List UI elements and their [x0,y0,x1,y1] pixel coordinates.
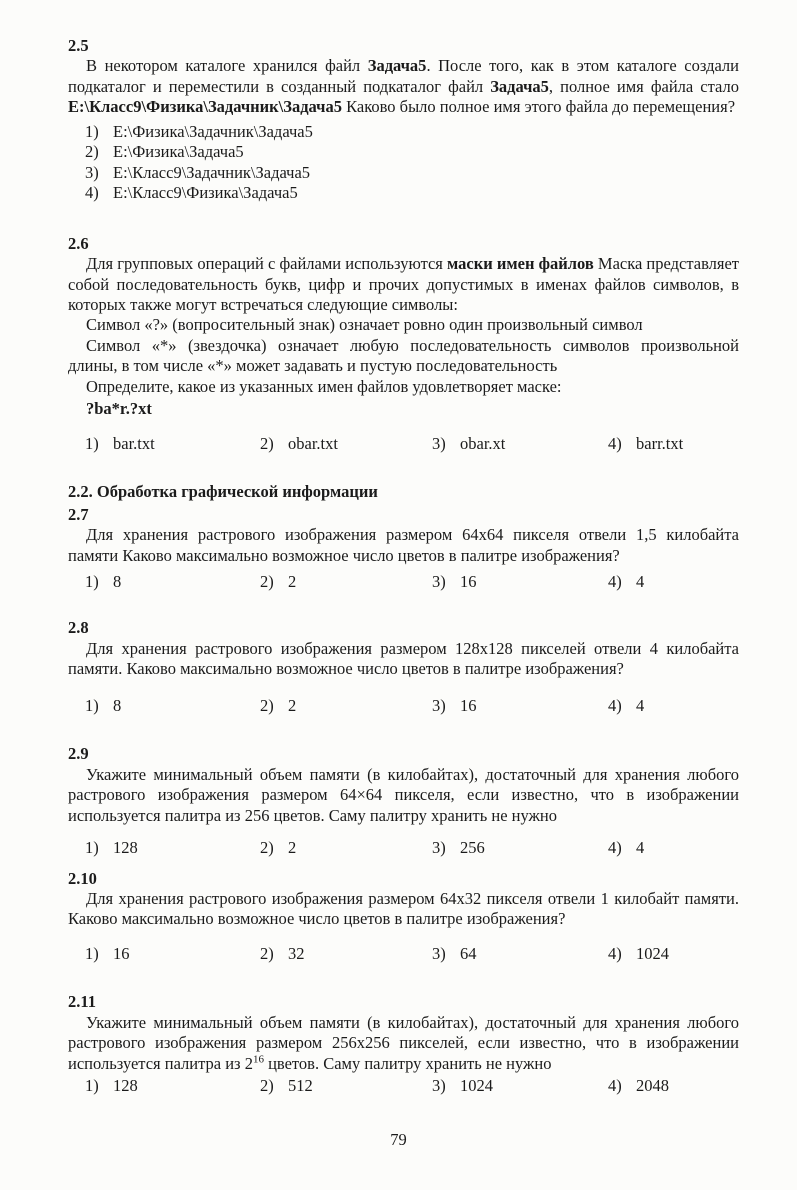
option-item [85,142,739,162]
option-value: 2 [288,695,297,715]
option-value: E:\Физика\Задача5 [113,142,244,162]
option-number: 2) [260,433,274,453]
text-run: Маска представляет собой последовательность букв, цифр и прочих допустимых в именах файлов символов, в которых также могут встречаться следующие символы: [68,254,739,314]
option-item [85,122,739,142]
option-number: 1) [85,433,99,453]
option-value: 4 [636,571,645,591]
option-item [260,434,432,454]
option-item [432,838,608,858]
option-item [85,944,260,964]
option-value: E:\Класс9\Физика\Задача5 [113,183,298,203]
problem-2-8-options [68,696,739,716]
option-value: 16 [113,943,130,963]
option-item [608,572,739,592]
option-number: 3) [85,162,99,182]
text-run: В некотором каталоге хранился файл [86,56,368,76]
problem-2-9-options [68,838,739,858]
option-number: 4) [608,571,622,591]
problem-2-6-number: 2.6 [68,233,89,253]
option-value: 32 [288,943,305,963]
option-value: obar.xt [460,433,506,453]
section-heading: 2.2. Обработка графической информации [68,482,378,502]
option-item [608,434,739,454]
option-number: 2) [260,838,274,858]
bold-run: маски имен файлов [447,254,594,274]
option-number: 1) [85,838,99,858]
option-item [608,1076,739,1096]
option-value: 16 [460,571,477,591]
problem-2-6-rule-question-mark: Символ «?» (вопросительный знак) означает ровно один произвольный символ [86,315,643,335]
problem-2-11-text [68,1013,739,1074]
option-number: 2) [85,142,99,162]
option-number: 1) [85,121,99,141]
text-run: цветов. Саму палитру хранить не нужно [263,1053,552,1073]
option-number: 4) [608,943,622,963]
option-value: E:\Физика\Задачник\Задача5 [113,121,313,141]
option-value: 256 [460,838,485,858]
text-run: Для групповых операций с файлами используются [86,254,448,274]
problem-2-11-number: 2.11 [68,992,96,1012]
problem-2-6-mask: ?ba*r.?xt [86,399,152,419]
option-item [608,944,739,964]
option-item [85,838,260,858]
option-value: 128 [113,838,138,858]
option-number: 4) [85,183,99,203]
option-value: E:\Класс9\Задачник\Задача5 [113,162,311,182]
option-item [432,572,608,592]
option-number: 4) [608,838,622,858]
option-value: 512 [288,1076,313,1096]
option-number: 2) [260,571,274,591]
option-number: 1) [85,1076,99,1096]
problem-2-5-number: 2.5 [68,36,89,55]
option-value: obar.txt [288,433,338,453]
option-number: 4) [608,695,622,715]
text-run: Каково было полное имя этого файла до перемещения? [341,97,736,117]
page-number: 79 [390,1129,407,1149]
problem-2-8-text: Для хранения растрового изображения размером 128x128 пикселей отвели 4 килобайта памяти. Каково максимально возможное число цветов в палитре изображения? [68,638,739,679]
bold-run: E:\Класс9\Физика\Задачник\Задача5 [68,97,342,117]
option-item [260,944,432,964]
problem-2-8-number: 2.8 [68,618,89,638]
problem-2-7-text: Для хранения растрового изображения размером 64x64 пикселя отвели 1,5 килобайта памяти Каково максимально возможное число цветов в палитре изображения? [68,525,739,565]
option-item [432,1076,608,1096]
bold-run: Задача5 [490,76,549,96]
option-item [85,696,260,716]
option-value: bar.txt [113,433,155,453]
problem-2-6-determine-line: Определите, какое из указанных имен файлов удовлетворяет маске: [86,376,562,396]
option-number: 2) [260,943,274,963]
option-item [85,1076,260,1096]
option-value: 8 [113,571,122,591]
option-value: 128 [113,1076,138,1096]
option-item [432,696,608,716]
option-number: 3) [432,1076,446,1096]
option-item [432,944,608,964]
option-value: 4 [636,838,645,858]
option-item [85,572,260,592]
option-number: 3) [432,695,446,715]
text-run: Укажите минимальный объем памяти (в килобайтах), достаточный для хранения любого растрового изображения размером 256x256 пикселей, если известно, что в изображении используется палитра из 2 [68,1012,739,1073]
bold-run: Задача5 [367,56,427,76]
problem-2-7-options [68,572,739,592]
text-run: , полное имя файла стало [548,76,739,96]
problem-2-6-text [68,254,739,315]
option-value: barr.txt [636,433,684,453]
option-item [85,434,260,454]
option-value: 2 [288,838,297,858]
option-number: 4) [608,1076,622,1096]
option-item [85,163,739,183]
option-item [260,838,432,858]
option-number: 2) [260,695,274,715]
option-value: 16 [460,695,477,715]
option-item [85,183,739,203]
option-value: 2 [288,571,297,591]
option-item [260,572,432,592]
option-number: 1) [85,943,99,963]
problem-2-9-text: Укажите минимальный объем памяти (в килобайтах), достаточный для хранения любого растрового изображения размером 64×64 пикселя, если известно, что в изображении используется палитра из 256 цветов. Саму палитру хранить не нужно [68,764,739,825]
problem-2-10-text: Для хранения растрового изображения размером 64x32 пикселя отвели 1 килобайт памяти. Каково максимально возможное число цветов в палитре изображения? [68,888,739,929]
option-number: 3) [432,838,446,858]
problem-2-9-number: 2.9 [68,744,89,764]
option-value: 1024 [636,943,669,963]
problem-2-5-options [68,122,739,204]
option-value: 64 [460,943,477,963]
problem-2-11-options [68,1076,739,1096]
option-value: 8 [113,695,122,715]
option-number: 3) [432,433,446,453]
text-run: . После того, как в этом каталоге создали подкаталог и переместили в созданный подкаталог файл [68,56,739,96]
option-value: 1024 [460,1076,493,1096]
option-number: 3) [432,943,446,963]
problem-2-10-number: 2.10 [68,868,97,888]
problem-2-10-options [68,944,739,964]
problem-2-6-rule-asterisk: Символ «*» (звездочка) означает любую последовательность символов произвольной длины, в том числе «*» может задавать и пустую последовательность [68,335,739,376]
option-item [260,1076,432,1096]
problem-2-6-options [68,434,739,454]
superscript-run: 16 [252,1053,264,1066]
option-value: 4 [636,695,645,715]
option-item [608,696,739,716]
problem-2-7-number: 2.7 [68,504,89,524]
option-item [608,838,739,858]
option-number: 1) [85,571,99,591]
option-number: 4) [608,433,622,453]
option-item [432,434,608,454]
option-value: 2048 [636,1076,669,1096]
option-number: 2) [260,1076,274,1096]
option-number: 1) [85,695,99,715]
option-item [260,696,432,716]
problem-2-5-text [68,56,739,117]
option-number: 3) [432,571,446,591]
